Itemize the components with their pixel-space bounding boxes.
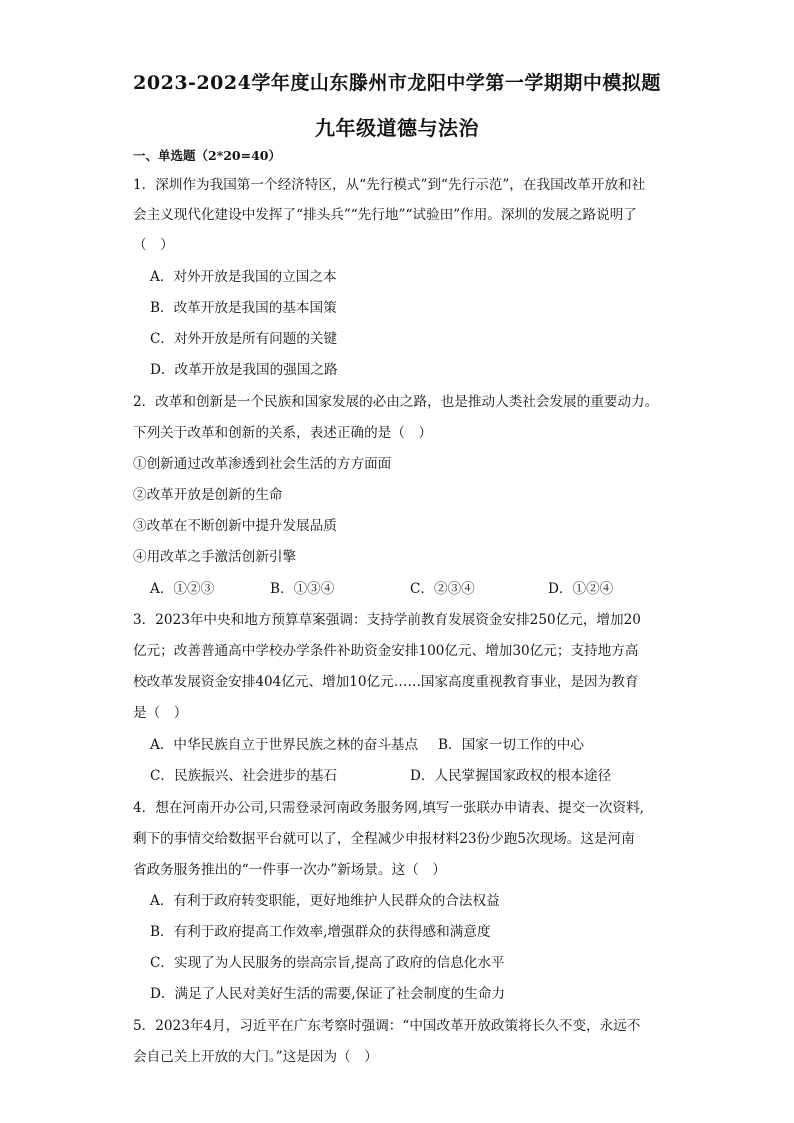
question-3-line: 是（ ） — [133, 705, 188, 721]
exam-subject: 九年级道德与法治 — [315, 116, 479, 140]
question-2-item: ①创新通过改革渗透到社会生活的方方面面 — [133, 456, 392, 472]
question-2-line: 2．改革和创新是一个民族和国家发展的必由之路，也是推动人类社会发展的重要动力。 — [133, 394, 659, 410]
question-2-option-b[interactable]: B．①③④ — [270, 581, 335, 597]
question-1-option-b[interactable]: B．改革开放是我国的基本国策 — [150, 300, 337, 316]
question-2-option-d[interactable]: D．①②④ — [548, 581, 614, 597]
question-5-line: 会自己关上开放的大门。”这是因为（ ） — [133, 1049, 378, 1065]
exam-title: 2023-2024学年度山东滕州市龙阳中学第一学期期中模拟题 — [133, 72, 661, 94]
question-4-option-c[interactable]: C．实现了为人民服务的崇高宗旨,提高了政府的信息化水平 — [150, 955, 505, 971]
question-1-option-d[interactable]: D．改革开放是我国的强国之路 — [150, 362, 338, 378]
question-4-line: 省政务服务推出的“一件事一次办”新场景。这（ ） — [133, 862, 446, 878]
question-3-option-a[interactable]: A．中华民族自立于世界民族之林的奋斗基点 — [150, 737, 419, 753]
question-1-option-a[interactable]: A．对外开放是我国的立国之本 — [150, 269, 337, 285]
question-2-option-a[interactable]: A．①②③ — [150, 581, 215, 597]
question-4-option-b[interactable]: B．有利于政府提高工作效率,增强群众的获得感和满意度 — [150, 924, 491, 940]
question-2-option-c[interactable]: C．②③④ — [410, 581, 475, 597]
question-3-line: 亿元；改善普通高中学校办学条件补助资金安排100亿元、增加30亿元；支持地方高 — [133, 643, 639, 659]
question-3-option-b[interactable]: B．国家一切工作的中心 — [438, 737, 584, 753]
question-3-option-c[interactable]: C．民族振兴、社会进步的基石 — [150, 768, 338, 784]
question-5-line: 5．2023年4月，习近平在广东考察时强调：“中国改革开放政策将长久不变，永远不 — [133, 1018, 641, 1034]
question-2-line: 下列关于改革和创新的关系，表述正确的是（ ） — [133, 425, 433, 441]
question-3-option-d[interactable]: D．人民掌握国家政权的根本途径 — [410, 768, 612, 784]
question-4-option-a[interactable]: A．有利于政府转变职能，更好地维护人民群众的合法权益 — [150, 893, 500, 909]
question-1-line: （ ） — [133, 237, 174, 253]
question-3-line: 校改革发展资金安排404亿元、增加10亿元……国家高度重视教育事业，是因为教育 — [133, 674, 639, 690]
question-4-line: 4．想在河南开办公司,只需登录河南政务服务网,填写一张联办申请表、提交一次资料, — [133, 800, 644, 816]
question-2-item: ②改革开放是创新的生命 — [133, 487, 283, 503]
question-1-line: 1．深圳作为我国第一个经济特区，从“先行模式”到“先行示范”，在我国改革开放和社 — [133, 177, 646, 193]
question-4-line: 剩下的事情交给数据平台就可以了，全程减少申报材料23份少跑5次现场。这是河南 — [133, 831, 635, 847]
question-1-option-c[interactable]: C．对外开放是所有问题的关键 — [150, 331, 338, 347]
question-1-line: 会主义现代化建设中发挥了“排头兵”“先行地”“试验田”作用。深圳的发展之路说明了 — [133, 207, 637, 223]
question-3-line: 3．2023年中央和地方预算草案强调：支持学前教育发展资金安排250亿元，增加20 — [133, 612, 641, 628]
question-4-option-d[interactable]: D．满足了人民对美好生活的需要,保证了社会制度的生命力 — [150, 986, 506, 1002]
section-heading: 一、单选题（2*20=40） — [133, 148, 281, 163]
question-2-item: ③改革在不断创新中提升发展品质 — [133, 518, 337, 534]
question-2-item: ④用改革之手激活创新引擎 — [133, 549, 297, 565]
